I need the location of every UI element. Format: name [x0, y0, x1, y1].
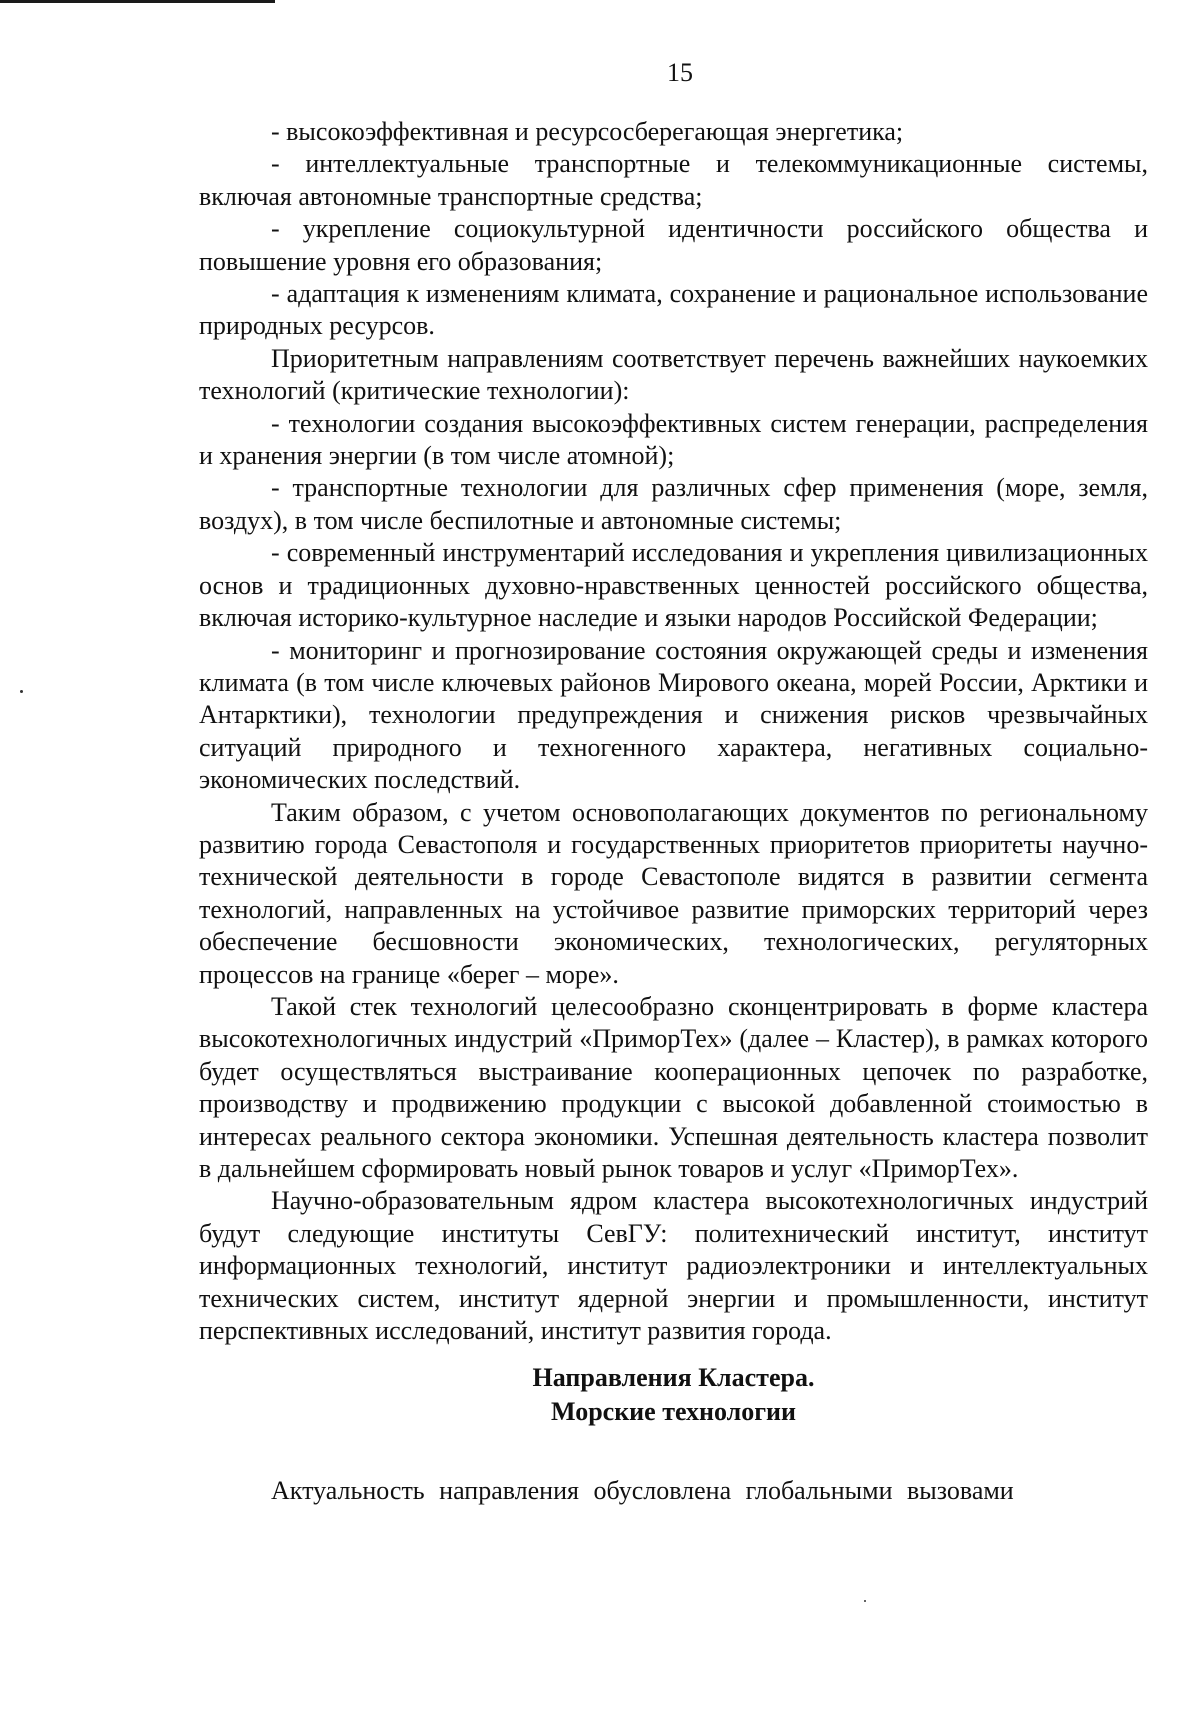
paragraph-cluster-stack: Такой стек технологий целесообразно сконцентрировать в форме кластера высокотехнологичных индустрий «ПриморТех» (далее – Кластер), в рамках которого будет осуществляться выстраивание кооперационных цепочек по разработке, производству и продвижению продукции с высокой добавленной стоимостью в интересах реального сектора экономики. Успешная деятельность кластера позволит в дальнейшем сформировать новый рынок товаров и услуг «ПриморТех». [199, 991, 1148, 1183]
paragraph-relevance-start: Актуальность направления обусловлена глобальными вызовами [271, 1476, 1014, 1506]
heading-spacer [199, 1429, 1148, 1475]
list-item-climate-adaptation: - адаптация к изменениям климата, сохранение и рациональное использование природных ресурсов. [199, 279, 1148, 341]
scan-edge-line [0, 0, 275, 3]
list-item-energy-generation: - технологии создания высокоэффективных систем генерации, распределения и хранения энергии (в том числе атомной); [199, 408, 1148, 471]
paragraph-critical-technologies-intro: Приоритетным направлениям соответствует перечень важнейших наукоемких технологий (критические технологии): [199, 343, 1148, 406]
section-heading-line-1: Направления Кластера. [532, 1363, 815, 1393]
paragraph-priorities-summary: Таким образом, с учетом основополагающих документов по региональному развитию города Севастополя и государственных приоритетов приоритеты научно-технической деятельности в городе Севастополе видятся в развитии сегмента технологий, направленных на устойчивое развитие приморских территорий через обеспечение бесшовности экономических, технологических, регуляторных процессов на границе «берег – море». [199, 797, 1148, 989]
scan-speck-bottom [864, 1600, 866, 1602]
section-heading-line-2: Морские технологии [551, 1397, 796, 1427]
list-item-transport-systems: - интеллектуальные транспортные и телекоммуникационные системы, включая автономные транспортные средства; [199, 149, 1148, 211]
list-item-sociocultural-identity: - укрепление социокультурной идентичности российского общества и повышение уровня его образования; [199, 214, 1148, 276]
list-item-research-tools: - современный инструментарий исследования и укрепления цивилизационных основ и традиционных духовно-нравственных ценностей российского общества, включая историко-культурное наследие и языки народов Российской Федерации; [199, 538, 1148, 633]
page-number: 15 [667, 58, 693, 87]
document-body [199, 116, 1148, 1508]
list-item-transport-technologies: - транспортные технологии для различных сфер применения (море, земля, воздух), в том числе беспилотные и автономные системы; [199, 473, 1148, 535]
list-item-energy: - высокоэффективная и ресурсосберегающая энергетика; [271, 117, 904, 146]
section-heading [199, 1361, 1148, 1429]
paragraph-cluster-core: Научно-образовательным ядром кластера высокотехнологичных индустрий будут следующие институты СевГУ: политехнический институт, институт информационных технологий, институт радиоэлектроники и интеллектуальных технических систем, институт ядерной энергии и промышленности, институт перспективных исследований, институт развития города. [199, 1186, 1148, 1346]
list-item-environment-monitoring: - мониторинг и прогнозирование состояния окружающей среды и изменения климата (в том числе ключевых районов Мирового океана, морей России, Арктики и Антарктики), технологии предупреждения и снижения рисков чрезвычайных ситуаций природного и техногенного характера, негативных социально-экономических последствий. [199, 635, 1148, 795]
scan-speck-left [20, 690, 23, 693]
